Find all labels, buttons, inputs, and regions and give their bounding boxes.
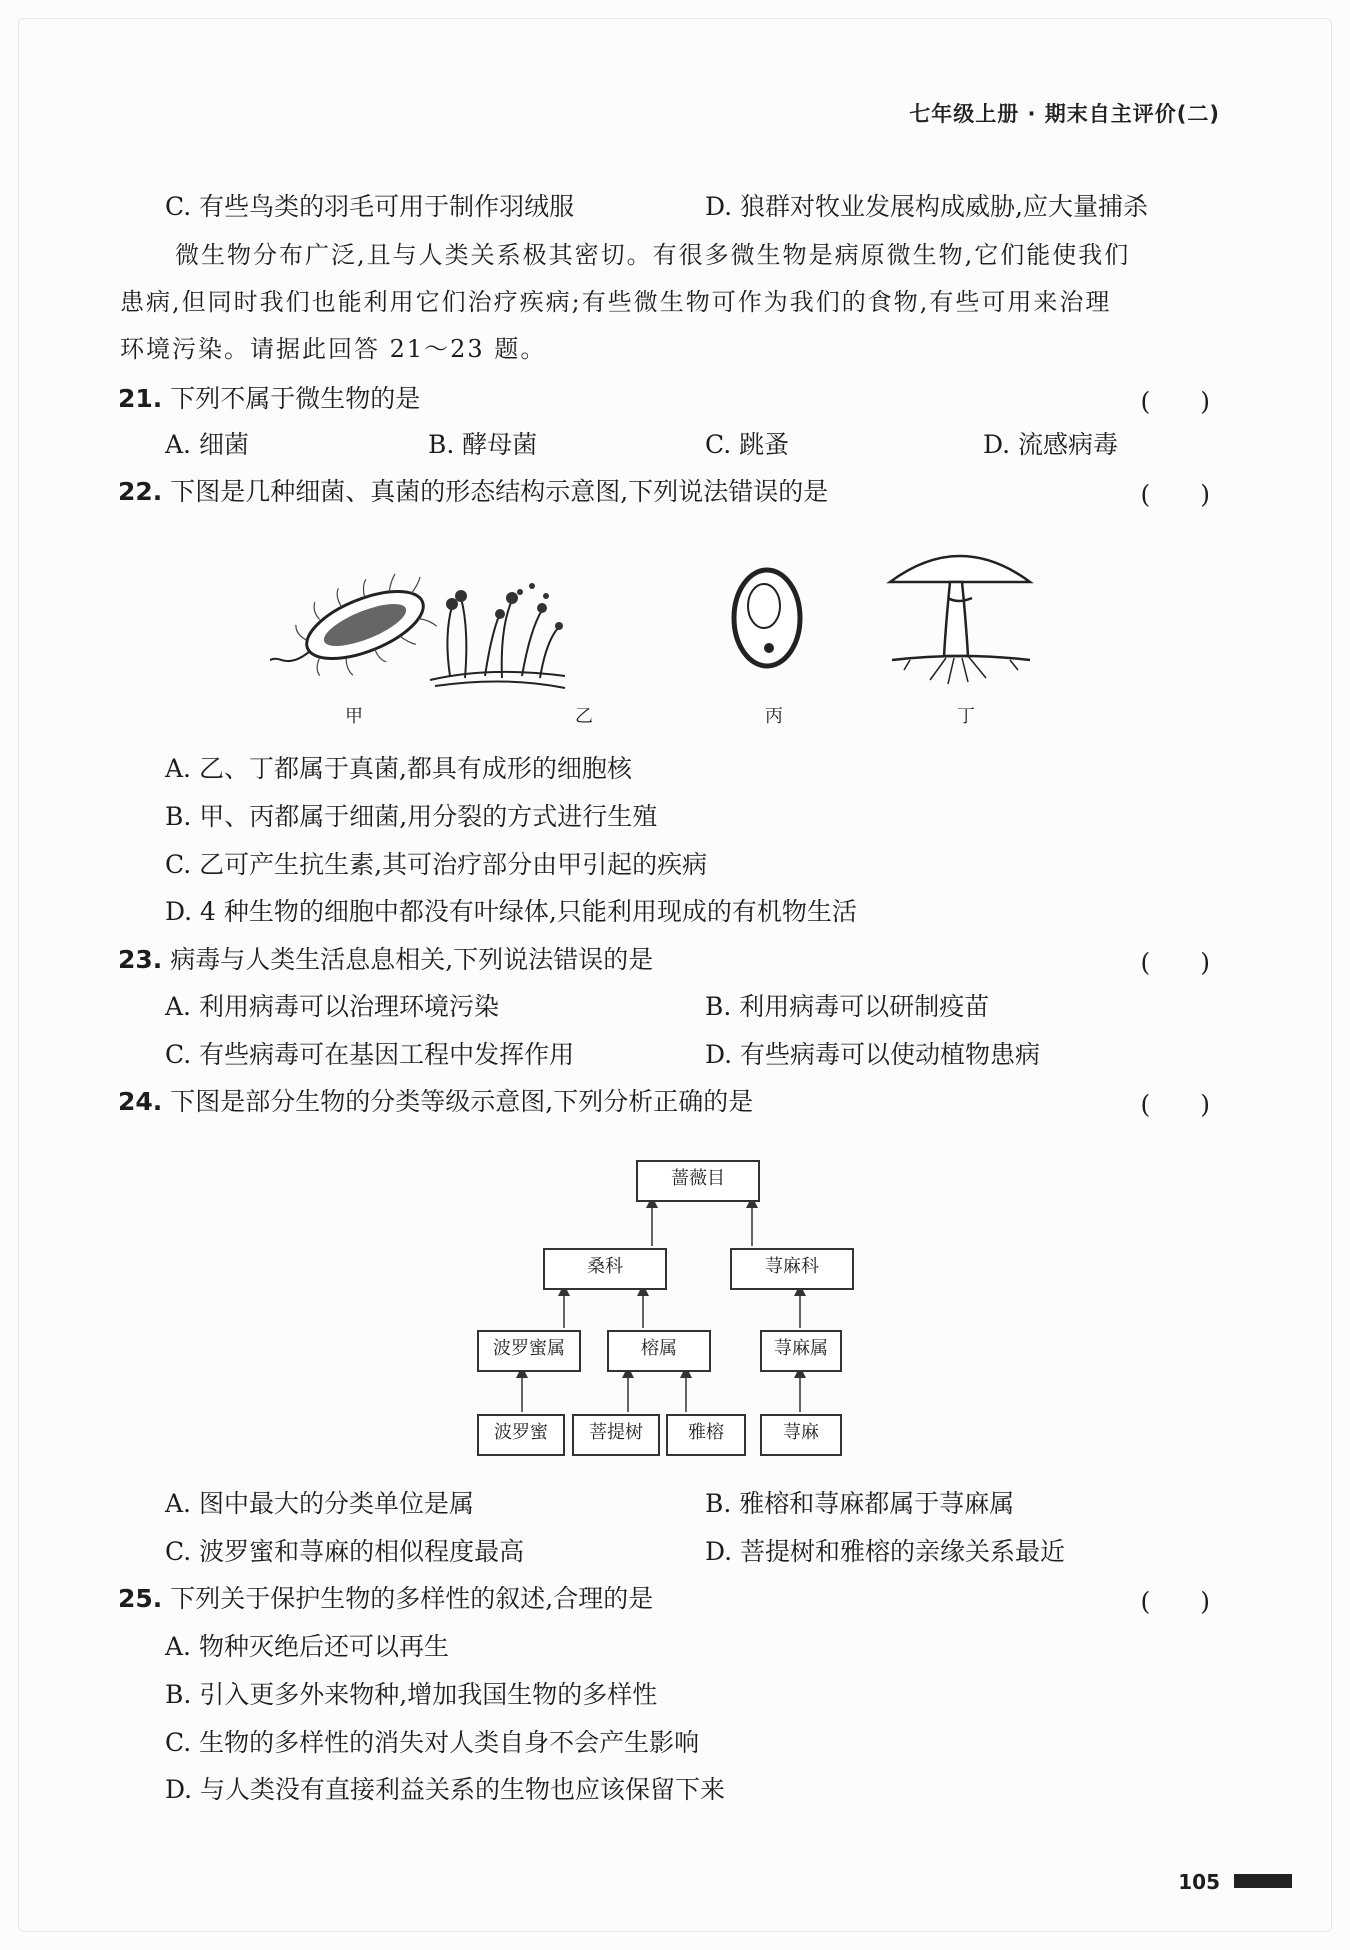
page-number-bar bbox=[1234, 1874, 1292, 1888]
question-number: 25. bbox=[118, 1584, 163, 1613]
question-number: 22. bbox=[118, 477, 163, 506]
question-stem: 下列不属于微生物的是 bbox=[170, 384, 421, 413]
answer-blank[interactable]: ( ) bbox=[1140, 948, 1210, 977]
question-number: 24. bbox=[118, 1087, 163, 1116]
page-number: 105 bbox=[1178, 1870, 1220, 1894]
figure-label-ding: 丁 bbox=[957, 706, 975, 727]
question-stem: 下列关于保护生物的多样性的叙述,合理的是 bbox=[170, 1584, 654, 1613]
question-number: 23. bbox=[118, 945, 163, 974]
q25-option-b: B. 引入更多外来物种,增加我国生物的多样性 bbox=[165, 1680, 658, 1709]
page-header: 七年级上册 · 期末自主评价(二) bbox=[909, 102, 1220, 126]
q23-option-b: B. 利用病毒可以研制疫苗 bbox=[705, 992, 990, 1021]
question-stem: 病毒与人类生活息息相关,下列说法错误的是 bbox=[170, 945, 654, 974]
q21-option-b: B. 酵母菌 bbox=[428, 430, 538, 459]
q22-option-d: D. 4 种生物的细胞中都没有叶绿体,只能利用现成的有机物生活 bbox=[165, 897, 857, 926]
prev-option-c: C. 有些鸟类的羽毛可用于制作羽绒服 bbox=[165, 192, 575, 221]
tree-node-genus-urtica: 荨麻属 bbox=[760, 1330, 842, 1372]
q21-option-d: D. 流感病毒 bbox=[983, 430, 1119, 459]
intro-line-2: 患病,但同时我们也能利用它们治疗疾病;有些微生物可作为我们的食物,有些可用来治理 bbox=[120, 288, 1112, 316]
intro-line-3: 环境污染。请据此回答 21～23 题。 bbox=[120, 335, 547, 363]
tree-node-order: 蔷薇目 bbox=[636, 1160, 760, 1202]
figure-label-bing: 丙 bbox=[765, 706, 783, 727]
q24-option-a: A. 图中最大的分类单位是属 bbox=[165, 1489, 474, 1518]
tree-node-family-moraceae: 桑科 bbox=[543, 1248, 667, 1290]
q22-option-c: C. 乙可产生抗生素,其可治疗部分由甲引起的疾病 bbox=[165, 850, 708, 879]
q25-option-c: C. 生物的多样性的消失对人类自身不会产生影响 bbox=[165, 1728, 700, 1757]
q24-option-d: D. 菩提树和雅榕的亲缘关系最近 bbox=[705, 1537, 1066, 1566]
q23-option-d: D. 有些病毒可以使动植物患病 bbox=[705, 1040, 1041, 1069]
tree-node-genus-artocarpus: 波罗蜜属 bbox=[477, 1330, 581, 1372]
tree-node-species-nettle: 荨麻 bbox=[760, 1414, 842, 1456]
question-stem: 下图是部分生物的分类等级示意图,下列分析正确的是 bbox=[170, 1087, 754, 1116]
question-stem: 下图是几种细菌、真菌的形态结构示意图,下列说法错误的是 bbox=[170, 477, 829, 506]
tree-node-species-bodhi: 菩提树 bbox=[572, 1414, 660, 1456]
tree-node-species-ficus-concinna: 雅榕 bbox=[666, 1414, 746, 1456]
question-number: 21. bbox=[118, 384, 163, 413]
answer-blank[interactable]: ( ) bbox=[1140, 387, 1210, 416]
q22-option-b: B. 甲、丙都属于细菌,用分裂的方式进行生殖 bbox=[165, 802, 658, 831]
q21-option-c: C. 跳蚤 bbox=[705, 430, 790, 459]
question-25 bbox=[118, 1582, 653, 1616]
prev-option-d: D. 狼群对牧业发展构成威胁,应大量捕杀 bbox=[705, 192, 1148, 221]
q24-option-c: C. 波罗蜜和荨麻的相似程度最高 bbox=[165, 1537, 525, 1566]
q23-option-a: A. 利用病毒可以治理环境污染 bbox=[165, 992, 499, 1021]
q21-option-a: A. 细菌 bbox=[165, 430, 249, 459]
tree-node-genus-ficus: 榕属 bbox=[607, 1330, 711, 1372]
intro-line-1: 微生物分布广泛,且与人类关系极其密切。有很多微生物是病原微生物,它们能使我们 bbox=[175, 241, 1131, 269]
q23-option-c: C. 有些病毒可在基因工程中发挥作用 bbox=[165, 1040, 575, 1069]
answer-blank[interactable]: ( ) bbox=[1140, 1090, 1210, 1119]
figure-label-yi: 乙 bbox=[575, 706, 593, 727]
answer-blank[interactable]: ( ) bbox=[1140, 1587, 1210, 1616]
q24-option-b: B. 雅榕和荨麻都属于荨麻属 bbox=[705, 1489, 1015, 1518]
tree-node-family-urticaceae: 荨麻科 bbox=[730, 1248, 854, 1290]
q22-option-a: A. 乙、丁都属于真菌,都具有成形的细胞核 bbox=[165, 754, 632, 783]
answer-blank[interactable]: ( ) bbox=[1140, 480, 1210, 509]
tree-node-species-jackfruit: 波罗蜜 bbox=[477, 1414, 565, 1456]
figure-label-jia: 甲 bbox=[345, 706, 363, 727]
q25-option-a: A. 物种灭绝后还可以再生 bbox=[165, 1632, 449, 1661]
q25-option-d: D. 与人类没有直接利益关系的生物也应该保留下来 bbox=[165, 1775, 726, 1804]
